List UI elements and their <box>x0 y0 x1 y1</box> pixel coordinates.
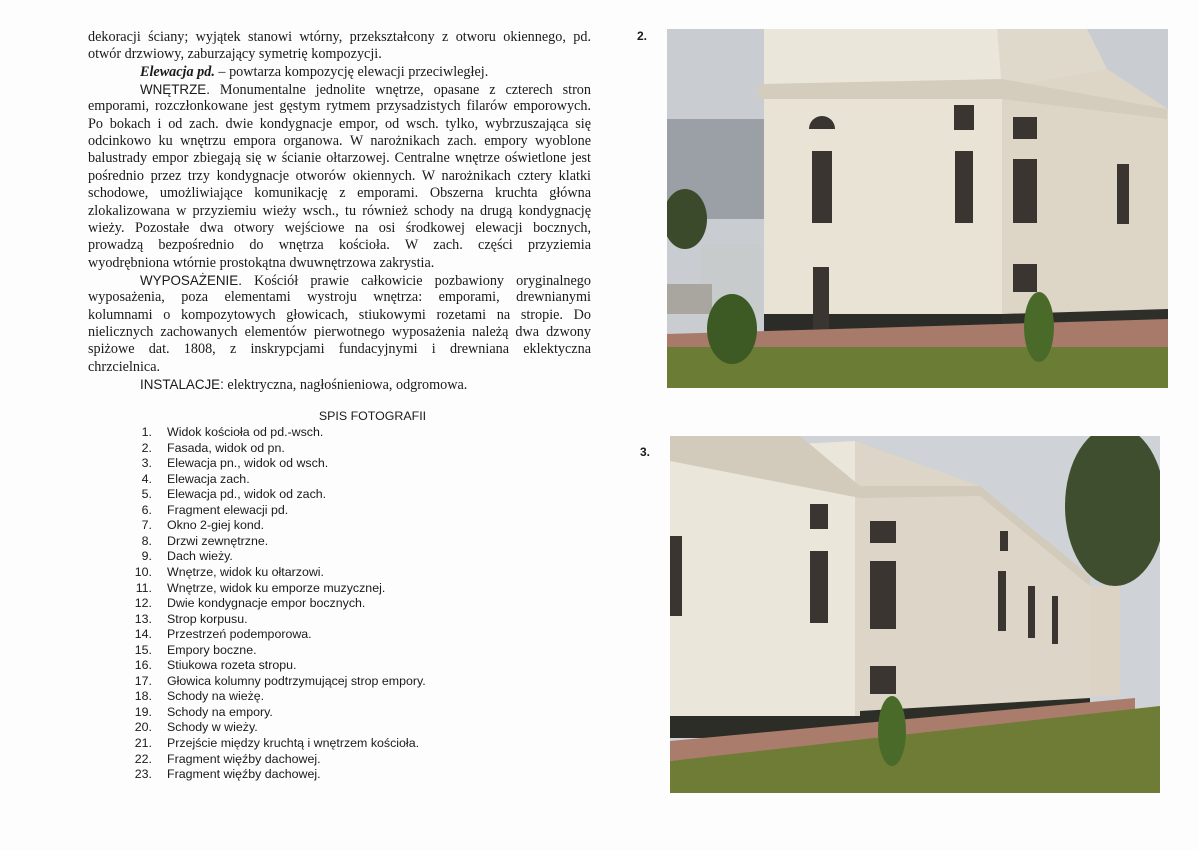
photo-list-item <box>120 658 296 672</box>
text-span: odcinkowo ku wnętrzu empora organowa. W narożnikach zach. empory wyoblone <box>88 133 591 150</box>
item-number: 23. <box>134 767 152 782</box>
item-number: 2. <box>141 440 152 455</box>
text-span: spiżowe dat. 1808, z inskrypcjami fundacyjnymi i drewniana eklektyczna <box>88 341 591 358</box>
item-number: 1. <box>141 425 152 439</box>
item-title: Widok kościoła od pd.-wsch. <box>167 425 324 439</box>
text-span: elektryczna, nagłośnieniowa, odgromowa. <box>223 377 468 393</box>
text-line <box>88 359 591 376</box>
photo-list-item <box>120 503 288 517</box>
text-line <box>88 341 591 358</box>
photo-list-item <box>120 565 324 579</box>
text-line <box>88 46 591 63</box>
text-line <box>88 29 591 46</box>
item-number: 7. <box>141 518 152 533</box>
section-heading-line <box>88 272 591 289</box>
item-number: 21. <box>134 736 152 750</box>
photo-list-item <box>120 425 323 439</box>
text-span: wyposażenia, poza elementami wystroju wnętrza: emporami, drewnianymi <box>88 289 591 306</box>
church-photo-3 <box>670 436 1160 793</box>
item-number: 20. <box>134 720 152 735</box>
text-span: dekoracji ściany; wyjątek stanowi wtórny, przekształcony z otworu okiennego, pd. <box>88 29 591 45</box>
text-span: balustrady empor zbiegają się w ścianie ołtarzowej. Centralne wnętrze oświetlone jest <box>88 150 591 167</box>
item-title: Drzwi zewnętrzne. <box>167 533 269 548</box>
item-number: 16. <box>134 658 152 673</box>
text-span: WNĘTRZE. <box>140 82 210 98</box>
item-title: Głowica kolumny podtrzymującej strop empory. <box>167 673 426 688</box>
item-title: Dach wieży. <box>167 549 233 564</box>
item-title: Elewacja zach. <box>167 471 250 486</box>
text-span: WYPOSAŻENIE. <box>140 272 242 288</box>
instalacje-line <box>88 376 591 394</box>
church-photo-2 <box>667 29 1168 388</box>
section-heading-line <box>88 81 591 98</box>
text-span: nielicznych zachowanych elementów pierwotnego wyposażenia należą dwa dzwony <box>88 323 591 340</box>
item-title: Przejście między kruchtą i wnętrzem kościoła. <box>167 736 420 750</box>
photo-list-item <box>120 643 257 657</box>
text-line <box>88 168 591 185</box>
item-title: Schody na wieżę. <box>167 689 265 704</box>
text-line <box>88 116 591 133</box>
item-title: Elewacja pd., widok od zach. <box>167 487 327 502</box>
item-title: Przestrzeń podemporowa. <box>167 627 312 642</box>
photo-list-item <box>120 518 264 532</box>
item-title: Stiukowa rozeta stropu. <box>167 658 297 673</box>
photo-list-item <box>120 549 233 563</box>
text-line <box>88 185 591 202</box>
text-span: chrzcielnica. <box>88 358 161 375</box>
photo-list-item <box>120 596 365 610</box>
text-span: pośrednio przez trzy kondygnacje otworów okiennych. W narożnikach cztery klatki <box>88 167 591 184</box>
item-number: 18. <box>134 689 152 704</box>
photo-list-item <box>120 472 250 486</box>
item-number: 10. <box>134 564 152 579</box>
text-span: emporami, rozczłonkowane jest gęstym rytmem przysadzistych filarów emporowych. <box>88 98 591 115</box>
item-number: 17. <box>134 673 152 688</box>
photo-list-item <box>120 612 248 626</box>
photo-list-item <box>120 674 426 688</box>
photo-list-item <box>120 581 385 595</box>
text-span: – powtarza kompozycję elewacji przeciwległej. <box>214 63 489 80</box>
item-number: 6. <box>141 502 152 517</box>
text-line <box>88 289 591 306</box>
item-number: 11. <box>135 580 152 595</box>
item-number: 8. <box>141 533 152 548</box>
item-title: Okno 2-giej kond. <box>167 518 265 533</box>
item-title: Fragment więźby dachowej. <box>167 767 321 782</box>
item-title: Strop korpusu. <box>167 611 248 626</box>
item-number: 13. <box>134 611 152 626</box>
text-line <box>88 237 591 254</box>
item-title: Fragment więźby dachowej. <box>167 751 321 766</box>
item-number: 15. <box>134 642 152 657</box>
text-span: Monumentalne jednolite wnętrze, opasane z czterech stron <box>209 82 591 99</box>
photo-list-item <box>120 736 419 750</box>
item-title: Schody w wieży. <box>167 720 258 735</box>
photo-list-item <box>120 627 312 641</box>
photo-list-item <box>120 767 321 781</box>
item-number: 19. <box>134 704 152 719</box>
text-line <box>88 307 591 324</box>
item-number: 4. <box>141 471 152 486</box>
elewacja-pd-line <box>88 64 591 81</box>
text-span: kolumnami o kompozytowych głowicach, stiukowymi rozetami na stropie. Do <box>88 306 591 323</box>
photo-list-item <box>120 534 268 548</box>
item-title: Fragment elewacji pd. <box>167 502 289 517</box>
photo-list-item <box>120 689 264 703</box>
photo-list-item <box>120 487 326 501</box>
text-span: INSTALACJE: <box>140 377 224 392</box>
item-title: Wnętrze, widok ku emporze muzycznej. <box>167 580 386 595</box>
text-line <box>88 220 591 237</box>
text-line <box>88 255 591 272</box>
item-title: Fasada, widok od pn. <box>167 440 285 455</box>
item-title: Schody na empory. <box>167 704 273 719</box>
item-number: 22. <box>134 751 152 766</box>
photo-list-item <box>120 752 321 766</box>
item-number: 5. <box>141 487 152 502</box>
item-title: Wnętrze, widok ku ołtarzowi. <box>167 564 325 579</box>
photo-list-item <box>120 720 258 734</box>
photo-list-item <box>120 705 273 719</box>
item-number: 14. <box>134 627 152 642</box>
text-span: otwór drzwiowy, zaburzający symetrię kompozycji. <box>88 46 382 63</box>
text-span: Po bokach i od zach. dwie kondygnacje empor, od wsch. tylko, wybrzuszająca się <box>88 115 591 132</box>
text-span: Kościół prawie całkowicie pozbawiony oryginalnego <box>241 272 591 289</box>
photo-label: 3. <box>640 445 651 459</box>
text-line <box>88 150 591 167</box>
item-title: Elewacja pn., widok od wsch. <box>167 456 329 471</box>
photo-list-title: SPIS FOTOGRAFII <box>318 409 427 423</box>
text-span: wieży. Pozostałe dwa otwory wejściowe na osi środkowej elewacji bocznych, <box>88 219 591 236</box>
text-span: prowadzą bezpośrednio do wnętrza kościoła. W zach. części przyziemia <box>88 237 591 254</box>
text-line <box>88 203 591 220</box>
photo-list-item <box>120 441 285 455</box>
item-number: 12. <box>134 596 152 611</box>
photo-label: 2. <box>637 29 648 43</box>
item-number: 3. <box>141 456 152 471</box>
text-span: schodowe, umożliwiające komunikację z emporami. Obszerna kruchta główna <box>88 185 591 202</box>
item-title: Empory boczne. <box>167 642 257 657</box>
text-span: zlokalizowana w przyziemiu wieży wsch., tu również schody na drugą kondygnację <box>88 202 591 219</box>
item-number: 9. <box>141 549 152 564</box>
text-line <box>88 324 591 341</box>
text-span: Elewacja pd. <box>140 63 215 80</box>
item-title: Dwie kondygnacje empor bocznych. <box>167 596 366 611</box>
text-line <box>88 98 591 115</box>
text-line <box>88 133 591 150</box>
photo-list-item <box>120 456 328 470</box>
text-span: wyodrębniona wtórnie prostokątna dwuwnętrzowa zakrystia. <box>88 254 435 271</box>
